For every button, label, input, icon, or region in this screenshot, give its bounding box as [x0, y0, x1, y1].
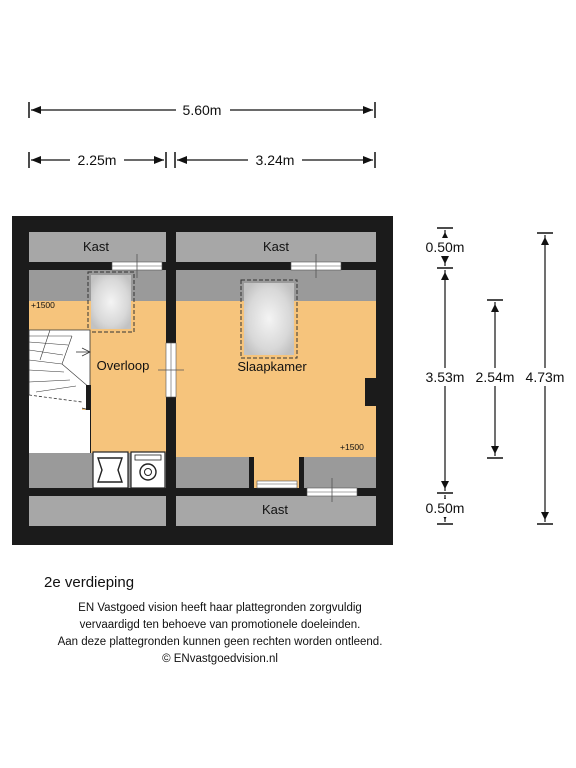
copyright-line: © ENvastgoedvision.nl	[162, 653, 278, 665]
dimension-right-width-label: 3.24m	[255, 152, 295, 168]
disclaimer-line: vervaardigd ten behoeve van promotionele doeleinden.	[79, 619, 361, 631]
disclaimer	[30, 600, 410, 668]
kast-bottom-label: Kast	[261, 502, 289, 517]
staircase	[29, 330, 91, 453]
dimension-total-depth-label: 4.73m	[525, 369, 565, 385]
height-marker-right: +1500	[340, 442, 364, 452]
kast-top-right-label: Kast	[262, 239, 290, 254]
dormer-window	[257, 481, 297, 488]
dimension-inner-depth-label: 2.54m	[475, 369, 515, 385]
dimension-total-width-label: 5.60m	[182, 102, 222, 118]
skylight-left	[91, 275, 131, 329]
height-marker-left: +1500	[31, 300, 55, 310]
dimension-left-width-label: 2.25m	[77, 152, 117, 168]
slaapkamer-label: Slaapkamer	[237, 359, 307, 374]
overloop-label: Overloop	[96, 358, 150, 373]
disclaimer-line: Aan deze plattegronden kunnen geen rechten worden ontleend.	[57, 636, 383, 648]
dimension-total-depth	[522, 233, 568, 524]
washer-icon	[131, 452, 165, 488]
skylight-right	[244, 283, 294, 355]
dimension-middle-depth-label: 3.53m	[425, 369, 465, 385]
kast-top-left-label: Kast	[82, 239, 110, 254]
dimension-inner-depth	[473, 300, 517, 458]
dimension-depths-left-column	[422, 228, 468, 524]
chimney-block	[365, 378, 377, 406]
dimension-left-width	[29, 151, 166, 169]
building	[12, 216, 393, 545]
kast-bottom-left	[29, 496, 166, 526]
disclaimer-line: EN Vastgoed vision heeft haar plattegronden zorgvuldig	[78, 602, 362, 614]
dimension-right-width	[175, 151, 375, 169]
dimension-top-depth-label: 0.50m	[425, 239, 465, 255]
dimension-total-width	[29, 101, 375, 119]
floor-title: 2e verdieping	[44, 574, 135, 591]
dimension-bottom-depth-label: 0.50m	[425, 500, 465, 516]
